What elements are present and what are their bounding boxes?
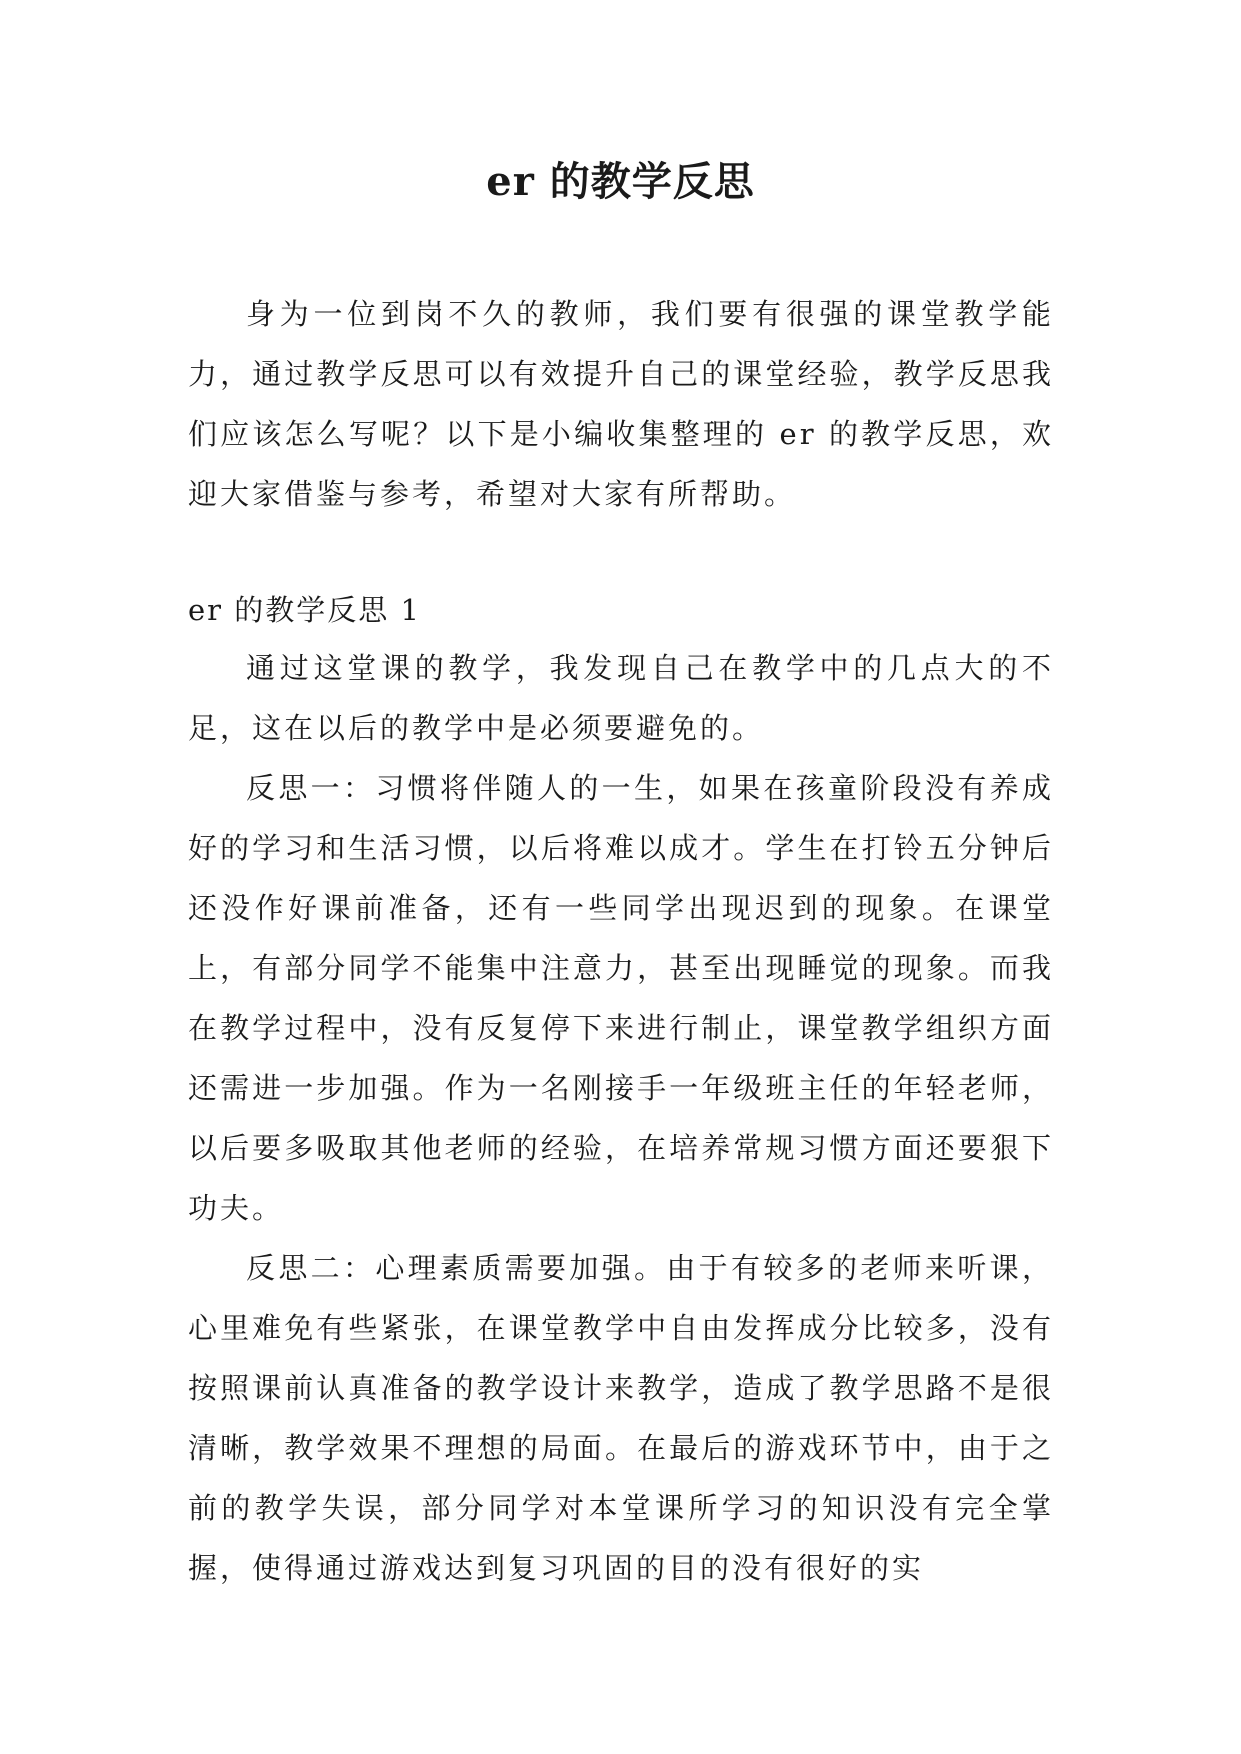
section-paragraph-1: 通过这堂课的教学，我发现自己在教学中的几点大的不足，这在以后的教学中是必须要避免的。 [188,651,1054,745]
section-paragraph-3: 反思二：心理素质需要加强。由于有较多的老师来听课，心里难免有些紧张，在课堂教学中自由发挥成分比较多，没有按照课前认真准备的教学设计来教学，造成了教学思路不是很清晰，教学效果不理想的局面。在最后的游戏环节中，由于之前的教学失误，部分同学对本堂课所学习的知识没有完全掌握，使得通过游戏达到复习巩固的目的没有很好的实 [188,1251,1054,1585]
document-title: er 的教学反思 [486,158,755,205]
section-heading: er 的教学反思 1 [188,593,421,627]
intro-block [188,284,1054,524]
section-paragraph-2: 反思一：习惯将伴随人的一生，如果在孩童阶段没有养成好的学习和生活习惯，以后将难以成才。学生在打铃五分钟后还没作好课前准备，还有一些同学出现迟到的现象。在课堂上，有部分同学不能集中注意力，甚至出现睡觉的现象。而我在教学过程中，没有反复停下来进行制止，课堂教学组织方面还需进一步加强。作为一名刚接手一年级班主任的年轻老师，以后要多吸取其他老师的经验，在培养常规习惯方面还要狠下功夫。 [188,771,1054,1225]
section-body [188,638,1054,1598]
intro-paragraph: 身为一位到岗不久的教师，我们要有很强的课堂教学能力，通过教学反思可以有效提升自己的课堂经验，教学反思我们应该怎么写呢？以下是小编收集整理的 er 的教学反思，欢迎大家借鉴与参考，希望对大家有所帮助。 [188,297,1054,511]
